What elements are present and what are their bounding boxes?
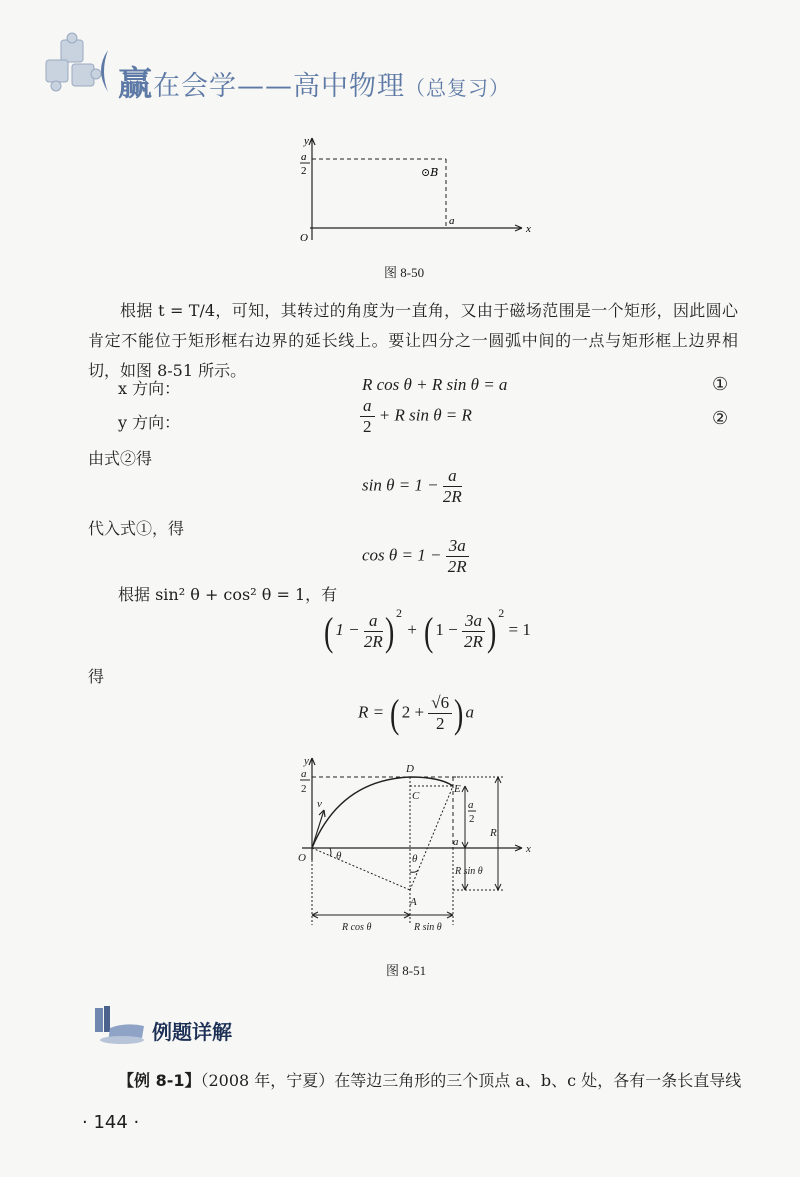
field-B-label: ⊙B: [421, 166, 439, 179]
Rsin-right: R sin θ: [455, 866, 483, 877]
axis-y-label: y: [304, 135, 309, 147]
eq-label-y: y 方向：: [118, 413, 181, 432]
point-D: D: [406, 763, 414, 775]
equation-6: R = ( 2 + $\frac{√6}{2}$ ) a: [358, 691, 474, 736]
Rcos-bottom: R cos θ: [342, 922, 372, 933]
equation-2: $\frac{a}{2}$ + R sin θ = R: [360, 396, 472, 437]
theta-O: θ: [336, 850, 342, 862]
equation-1: R cos θ + R sin θ = a: [362, 375, 508, 394]
origin-label: O: [300, 232, 308, 244]
axis-y-label: y: [304, 755, 309, 767]
text-de: 得: [88, 667, 105, 686]
figure-8-51: [290, 750, 540, 940]
Rsin-bottom: R sin θ: [414, 922, 442, 933]
point-E: E: [454, 783, 461, 795]
example-line: [118, 1068, 741, 1091]
a-half-den: 2: [301, 165, 307, 177]
header-title: 赢在会学——高中物理（总复习）: [118, 64, 510, 104]
a-half-num: a: [301, 151, 307, 163]
section-title: 例题详解: [152, 1020, 232, 1044]
axis-x-label: x: [526, 843, 531, 855]
eq-label-x: x 方向：: [118, 379, 181, 398]
equation-4: cos θ = 1 − $\frac{3a}{2R}$: [362, 536, 469, 577]
equation-5: ( 1 − $\frac{a}{2R}$ ) $^2$ + ( 1 − $\frac{3a}{2R}$ ) $^2$ = 1: [323, 606, 531, 654]
point-C: C: [412, 790, 420, 802]
axis-x-label: x: [526, 223, 531, 235]
point-A: A: [410, 896, 417, 908]
equation-3: sin θ = 1 − $\frac{a}{2R}$: [362, 466, 462, 506]
equation-number-1: ①: [712, 374, 729, 395]
theta-A: θ: [412, 853, 418, 865]
figure-caption: 图 8-50: [384, 265, 425, 280]
a-half-num: a: [301, 768, 307, 780]
a-label: a: [449, 215, 455, 227]
figure-8-50: [290, 130, 540, 245]
text-substitute: 代入式①，得: [88, 519, 185, 538]
origin-label: O: [298, 852, 306, 864]
R-label: R: [490, 827, 497, 839]
velocity-v: v: [317, 798, 322, 810]
figure-caption: 图 8-51: [386, 963, 427, 978]
gear-puzzle-logo-icon: [36, 30, 126, 110]
equation-number-2: ②: [712, 408, 729, 429]
text-identity: 根据 sin² θ + cos² θ = 1，有: [118, 585, 338, 604]
example-text: （2008 年，宁夏）在等边三角形的三个顶点 a、b、c 处，各有一条长直导线: [200, 1071, 742, 1090]
text-from-eq2: 由式②得: [88, 449, 153, 468]
example-tag: 【例 8-1】: [118, 1071, 201, 1090]
a2-num: a: [468, 799, 474, 811]
a2-den: 2: [469, 813, 475, 825]
a-half-den: 2: [301, 783, 307, 795]
paragraph: 根据 t = T/4，可知，其转过的角度为一直角，又由于磁场范围是一个矩形，因此圆心肯定不能位于矩形框右边界的延长线上。要让四分之一圆弧中间的一点与矩形框上边界相切，如图 8-51 所示。: [88, 301, 738, 380]
book-pencil-icon: [92, 1004, 150, 1046]
a-label: a: [453, 836, 459, 848]
page-number: · 144 ·: [82, 1112, 140, 1133]
